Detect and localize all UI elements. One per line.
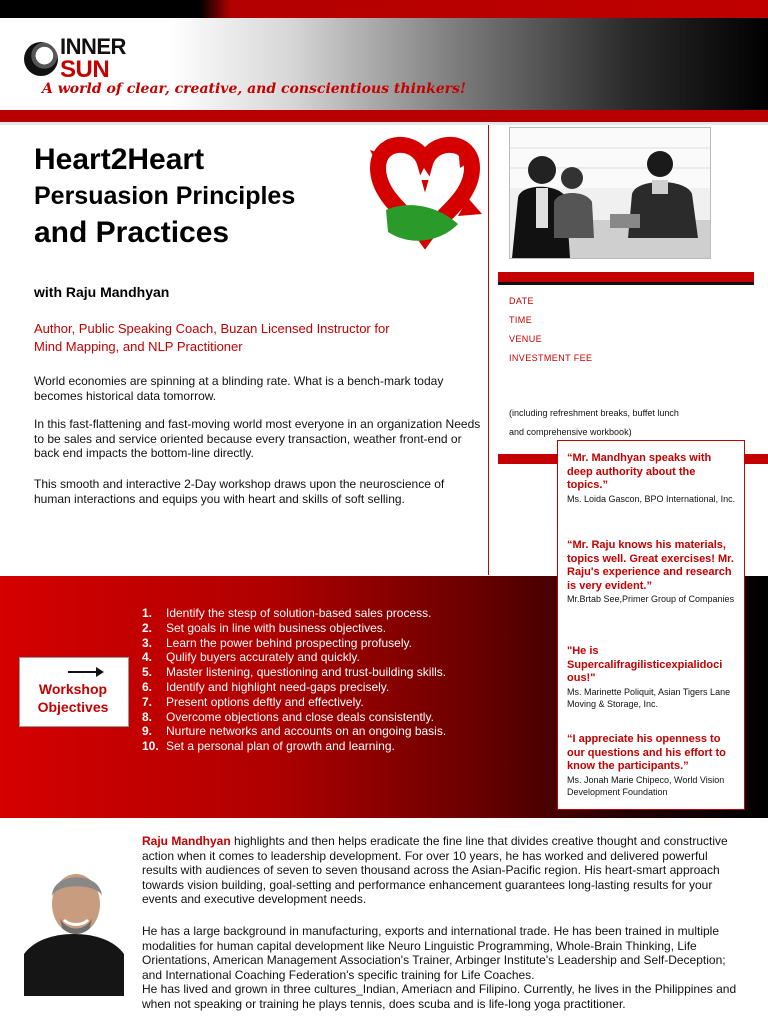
workshop-objectives-heading <box>19 680 127 716</box>
details-header-underline <box>498 282 754 285</box>
bio-paragraph-1 <box>142 834 742 907</box>
testimonial <box>567 539 739 606</box>
objective-number: 3. <box>142 635 153 650</box>
intro-paragraph-2: In this fast-flattening and fast-moving world most everyone in an organization Needs to be sales and service oriented because every transaction, weather front-end or back end impacts the bottom-line directly. <box>34 417 481 460</box>
presenter-portrait <box>24 862 124 996</box>
column-divider <box>488 125 489 575</box>
objective-number: 10. <box>142 739 159 754</box>
details-header-bar <box>498 272 754 282</box>
fee-note-line-2: and comprehensive workbook) <box>509 427 632 437</box>
objectives-list <box>142 606 502 754</box>
title-line-1: Heart2Heart <box>34 143 205 176</box>
objective-item <box>142 621 502 636</box>
objective-item <box>142 695 502 710</box>
objective-number: 9. <box>142 724 153 739</box>
fee-note-line-1: (including refreshment breaks, buffet lunch <box>509 408 679 418</box>
title-line-2: Persuasion Principles <box>34 182 296 210</box>
bio-paragraphs <box>142 924 742 1011</box>
accent-bar-left <box>498 454 558 464</box>
objective-item <box>142 739 502 754</box>
objective-number: 1. <box>142 606 153 620</box>
logo-name-line1: INNER <box>60 34 126 59</box>
testimonial <box>567 645 739 711</box>
meeting-photo <box>509 127 711 259</box>
investment-fee-label: INVESTMENT FEE <box>509 353 593 363</box>
heading-line-2: Objectives <box>37 699 109 715</box>
date-label: DATE <box>509 296 534 306</box>
objective-text: Set a personal plan of growth and learning. <box>166 739 395 754</box>
time-label: TIME <box>509 315 533 325</box>
header-divider <box>0 122 768 125</box>
arrow-head <box>96 667 104 677</box>
accent-bar-right <box>744 454 768 464</box>
header-top-stripe <box>0 0 768 18</box>
objective-number: 4. <box>142 650 153 665</box>
meeting-photo-illustration <box>510 128 710 258</box>
venue-label: VENUE <box>509 334 543 344</box>
objective-text: Learn the power behind prospecting profusely. <box>166 635 412 650</box>
intro-paragraph-3: This smooth and interactive 2-Day workshop draws upon the neuroscience of human interactions and equips you with heart and skills of soft selling. <box>34 477 445 506</box>
objective-text: Set goals in line with business objectives. <box>166 620 387 635</box>
testimonial-quote: “Mr. Raju knows his materials, topics well. Great exercises! Mr. Raju's experience and research is very evident.” <box>567 539 734 592</box>
objective-item <box>142 650 502 665</box>
bio-paragraph-1-text: highlights and then helps eradicate the fine line that divides creative thought and constructive action when it comes to leadership development. For over 10 years, he has worked and delivered powerful results with audiences of seven to seven thousand across the Asian-Pacific region. His heart-smart approach towards vision building, goal-setting and performance enhancement guarantees long-lasting results for your events and executive development needs. <box>142 834 728 906</box>
objective-item <box>142 710 502 725</box>
objective-number: 7. <box>142 694 153 709</box>
objective-item <box>142 680 502 695</box>
objective-item <box>142 665 502 680</box>
brand-tagline: A world of clear, creative, and conscientious thinkers! <box>42 81 467 97</box>
bio-paragraph-2: He has a large background in manufacturing, exports and international trade. He has been trained in multiple modalities for human capital development like Neuro Linguistic Programming, Whole-Brain Thinking, Life Orientations, American Management Association's Trainer, Arbinger Institute's Leadership and Self-Deception; and International Coaching Federation's specific training for Life Coaches. <box>142 924 726 982</box>
objective-text: Nurture networks and accounts on an ongoing basis. <box>166 724 447 739</box>
objective-text: Master listening, questioning and trust-building skills. <box>166 665 447 680</box>
logo-name-line2: SUN <box>60 56 110 83</box>
logo-mark-icon <box>24 42 58 76</box>
testimonial-author: Ms. Loida Gascon, BPO International, Inc. <box>567 493 736 504</box>
title-line-3: and Practices <box>34 216 230 249</box>
objective-number: 2. <box>142 620 153 635</box>
presenter-line: with Raju Mandhyan <box>34 284 170 300</box>
testimonials-panel <box>557 440 745 810</box>
testimonial-quote: “I appreciate his openness to our questions and his effort to know the participants.” <box>567 733 726 772</box>
bio-paragraph-3: He has lived and grown in three cultures_Indian, Ameriacn and Filipino. Currently, he lives in the Philippines and when not speaking or training he plays tennis, does scuba and is life-long yoga practitioner. <box>142 982 737 1011</box>
objective-number: 6. <box>142 679 153 694</box>
objective-item <box>142 606 502 621</box>
objective-number: 8. <box>142 709 153 724</box>
testimonial <box>567 452 739 505</box>
testimonial <box>567 733 739 799</box>
header-bottom-stripe <box>0 110 768 122</box>
objective-text: Overcome objections and close deals consistently. <box>166 709 434 724</box>
presenter-photo <box>24 862 124 996</box>
objective-item <box>142 724 502 739</box>
bio-name: Raju Mandhyan <box>142 834 231 848</box>
objective-item <box>142 636 502 651</box>
objective-text: Present options deftly and effectively. <box>166 694 364 709</box>
heading-line-1: Workshop <box>38 681 108 697</box>
objective-text: Identify the stesp of solution-based sales process. <box>166 606 432 620</box>
hearts-graphic-icon <box>358 128 493 258</box>
testimonial-quote: “Mr. Mandhyan speaks with deep authority about the topics.” <box>567 452 712 491</box>
objective-text: Qulify buyers accurately and quickly. <box>166 650 360 665</box>
testimonial-quote: "He is Supercalifragilisticexpialidoci ous!" <box>567 645 723 684</box>
testimonial-author: Ms. Marinette Poliquit, Asian Tigers Lane Moving & Storage, Inc. <box>567 686 731 709</box>
fee-note <box>509 404 749 442</box>
objective-text: Identify and highlight need-gaps precisely. <box>166 679 390 694</box>
objective-number: 5. <box>142 665 153 680</box>
presenter-credentials: Author, Public Speaking Coach, Buzan Licensed Instructor for Mind Mapping, and NLP Practitioner <box>34 321 390 354</box>
arrow-right-icon <box>68 671 98 673</box>
intro-paragraph-1: World economies are spinning at a blinding rate. What is a bench-mark today becomes historical data tomorrow. <box>34 374 444 403</box>
testimonial-author: Ms. Jonah Marie Chipeco, World Vision Development Foundation <box>567 774 725 797</box>
testimonial-author: Mr.Brtab See,Primer Group of Companies <box>567 594 735 604</box>
